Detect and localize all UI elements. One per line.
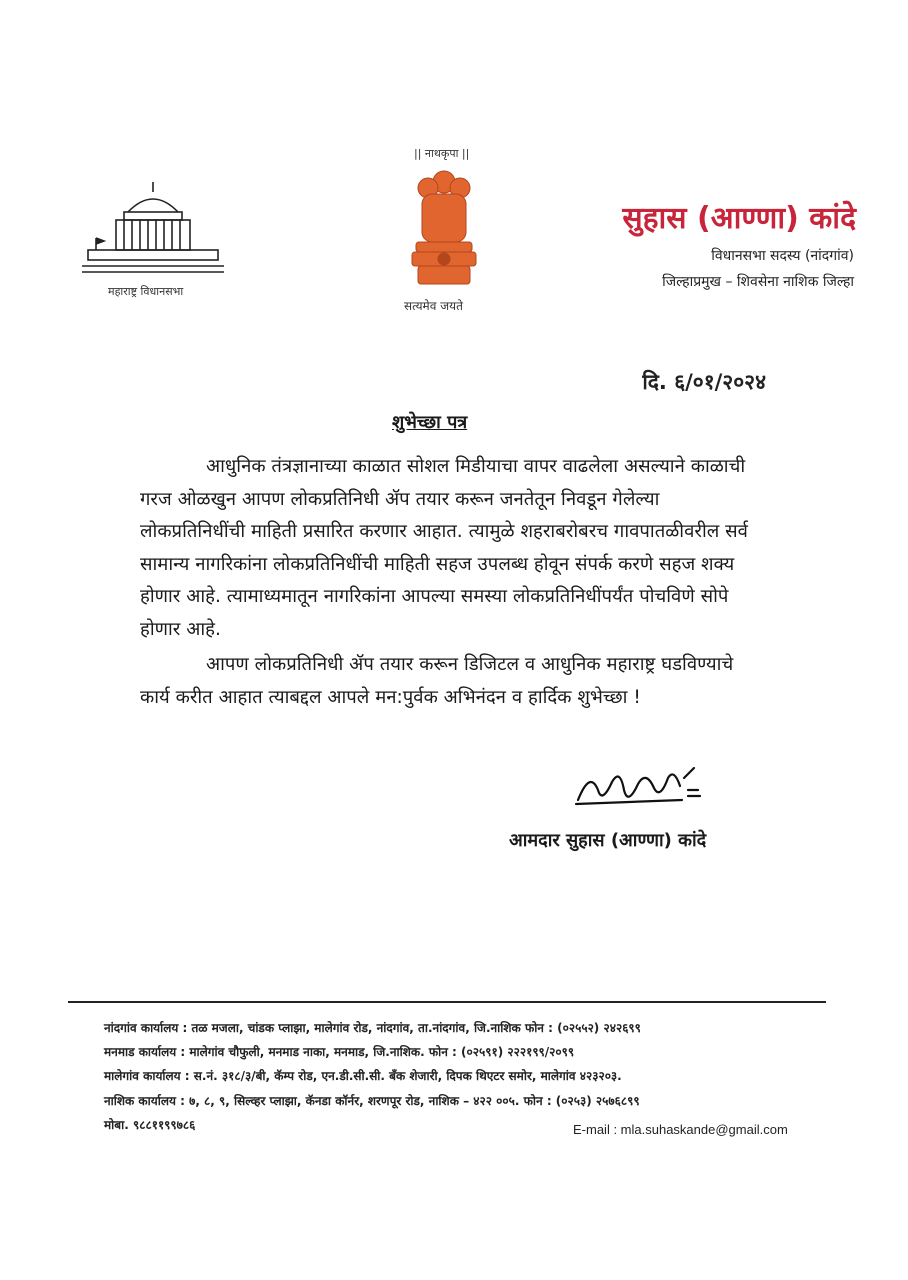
leader-name: सुहास (आण्णा) कांदे (622, 201, 856, 236)
footer-email: E-mail : mla.suhaskande@gmail.com (573, 1122, 788, 1137)
signatory-name: आमदार सुहास (आण्णा) कांदे (509, 830, 707, 851)
footer-manmad-office: मनमाड कार्यालय : मालेगांव चौफुली, मनमाड नाका, मनमाड, जि.नाशिक. फोन : (०२५९१) २२२१९९/२०९९ (104, 1045, 575, 1059)
footer-malegaon-office: मालेगांव कार्यालय : स.नं. ३१८/३/बी, कॅम्प रोड, एन.डी.सी.सी. बँक शेजारी, दिपक थिएटर समोर, मालेगांव ४२३२०३. (104, 1069, 622, 1083)
assembly-caption: महाराष्ट्र विधानसभा (108, 285, 184, 298)
national-emblem-icon (402, 164, 486, 296)
body-paragraph-2: आपण लोकप्रतिनिधी ॲप तयार करून डिजिटल व आधुनिक महाराष्ट्र घडविण्याचे कार्य करीत आहात त्याबद्दल आपले मन:पुर्वक अभिनंदन व हार्दिक शुभेच्छा ! (140, 654, 734, 708)
letter-date: दि. ६/०१/२०२४ (642, 370, 766, 394)
footer-mobile: मोबा. ९८८११९९७८६ (104, 1118, 196, 1132)
body-paragraph-1: आधुनिक तंत्रज्ञानाच्या काळात सोशल मिडीयाचा वापर वाढलेला असल्याने काळाची गरज ओळखुन आपण लोकप्रतिनिधी ॲप तयार करून जनतेतून निवडून गेलेल्या लोकप्रतिनिधींची माहिती प्रसारित करणार आहात. त्यामुळे शहराबरोबरच गावपातळीवरील सर्व सामान्य नागरिकांना लोकप्रतिनिधींची माहिती सहज उपलब्ध होवून संपर्क करणे सहज शक्य होणार आहे. त्यामाध्यमातून नागरिकांना आपल्या समस्या लोकप्रतिनिधींपर्यंत पोचविणे सोपे होणार आहे. (140, 456, 748, 640)
motto-top: || नाथकृपा || (414, 147, 470, 160)
footer-nandgaon-office: नांदगांव कार्यालय : तळ मजला, चांडक प्लाझा, मालेगांव रोड, नांदगांव, ता.नांदगांव, जि.नाशिक फोन : (०२५५२) २४२६९९ (104, 1021, 641, 1035)
footer-nashik-office: नाशिक कार्यालय : ७, ८, ९, सिल्व्हर प्लाझा, कॅनडा कॉर्नर, शरणपूर रोड, नाशिक – ४२२ ००५. फोन : (०२५३) २५७६८९९ (104, 1094, 640, 1108)
footer-divider (68, 1001, 826, 1003)
designation-mla: विधानसभा सदस्य (नांदगांव) (711, 248, 854, 264)
letter-subject: शुभेच्छा पत्र (392, 412, 468, 433)
vidhan-bhavan-logo (78, 178, 228, 288)
motto-bottom: सत्यमेव जयते (404, 299, 463, 313)
designation-district-chief: जिल्हाप्रमुख – शिवसेना नाशिक जिल्हा (662, 274, 854, 290)
signature (572, 760, 712, 820)
